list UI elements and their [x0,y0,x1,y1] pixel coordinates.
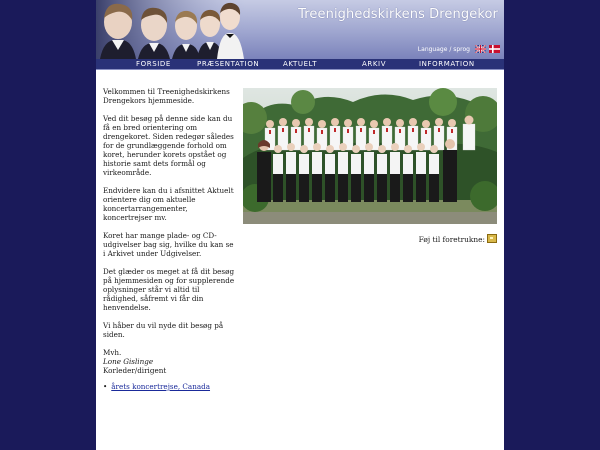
link-list [103,382,210,391]
choir-group-photo [243,88,497,224]
nav-divider [96,69,504,70]
header-banner [96,0,504,59]
site-title: Treenighedskirkens Drengekor [298,7,498,22]
list-item [103,382,210,391]
nav-praesentation[interactable]: PRÆSENTATION [197,60,260,68]
nav-information[interactable]: INFORMATION [419,60,475,68]
uk-flag-icon[interactable] [475,45,486,53]
canada-tour-link[interactable]: årets koncertrejse, Canada [111,382,211,391]
add-to-favorites[interactable] [419,234,497,244]
choirboys-banner-image [96,0,246,59]
favorites-folder-icon[interactable] [487,234,497,243]
signature [103,348,236,375]
bullet-icon: • [103,382,108,391]
nav-arkiv[interactable]: ARKIV [362,60,387,68]
signature-greeting: Mvh. [103,348,122,357]
favorites-label: Føj til foretrukne: [418,235,485,244]
welcome-text [103,87,236,375]
signature-name: Lone Gislinge [103,357,154,366]
enjoy-paragraph: Vi håber du vil nyde dit besøg på siden. [103,321,224,339]
contact-paragraph: Det glæder os meget at få dit besøg på hjemmesiden og for supplerende oplysninger står vi altid til rådighed, såfremt vi får din henvendelse. [103,267,235,312]
nav-aktuelt[interactable]: AKTUELT [283,60,318,68]
nav-forside[interactable]: FORSIDE [136,60,171,68]
aktuelt-paragraph: Endvidere kan du i afsnittet Aktuelt orientere dig om aktuelle koncertarrangementer, koncertrejser mv. [103,186,234,222]
language-label: Language / sprog [417,46,470,53]
dk-flag-icon[interactable] [489,45,500,53]
signature-role: Korleder/dirigent [103,366,167,375]
about-paragraph: Ved dit besøg på denne side kan du få en bred orientering om drengekoret. Siden redegør således for de grundlæggende forhold om koret, herunder korets opstået og historie samt dets formål og virkeområde. [103,114,234,177]
releases-paragraph: Koret har mange plade- og CD-udgivelser bag sig, hvilke du kan se i Arkivet under Udgivelser. [103,231,234,258]
intro-paragraph: Velkommen til Treenighedskirkens Drengekors hjemmeside. [103,87,230,105]
page-container [96,0,504,450]
main-nav [96,59,504,69]
